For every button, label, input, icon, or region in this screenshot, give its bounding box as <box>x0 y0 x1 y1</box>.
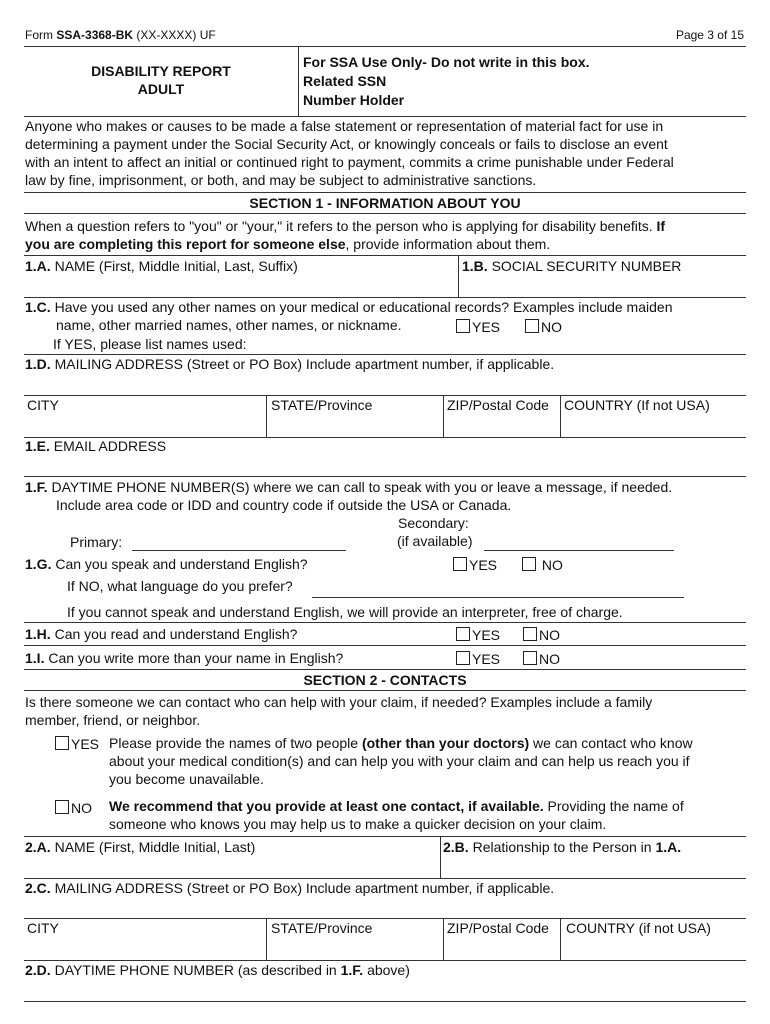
q-number: 1.A. <box>25 258 51 274</box>
info-text: we can contact who know <box>529 735 693 751</box>
divider <box>24 878 746 879</box>
q-text: Can you speak and understand English? <box>51 556 308 572</box>
q-number: 2.A. <box>25 839 51 855</box>
checkbox[interactable] <box>525 319 539 333</box>
divider <box>24 297 746 298</box>
option-label: NO <box>71 800 92 816</box>
q-text: DAYTIME PHONE NUMBER (as described in <box>50 962 341 978</box>
form-prefix: Form <box>25 28 53 42</box>
state-label: STATE/Province <box>271 397 373 413</box>
q2a-label <box>25 839 255 856</box>
q2b-label <box>443 839 681 856</box>
divider <box>24 918 746 919</box>
divider <box>440 836 441 878</box>
option-label: YES <box>472 627 501 643</box>
q-number: 2.B. <box>443 839 469 855</box>
divider <box>560 395 561 437</box>
contacts-yes-option[interactable] <box>55 736 99 753</box>
page-number: Page 3 of 15 <box>675 28 744 42</box>
divider <box>24 395 746 396</box>
checkbox[interactable] <box>55 736 69 750</box>
ssa-box-title: For SSA Use Only- Do not write in this box. <box>303 54 590 70</box>
intro-text: , provide information about them. <box>345 236 551 252</box>
section2-intro: Is there someone we can contact who can help with your claim, if needed? Examples include a family <box>25 694 653 710</box>
divider <box>24 622 746 623</box>
checkbox[interactable] <box>456 651 470 665</box>
q-text: EMAIL ADDRESS <box>49 438 167 454</box>
info-text: Providing the name of <box>543 798 684 814</box>
warning-text: with an intent to affect an initial or continued right to payment, commits a crime punishable under Federal <box>25 154 674 170</box>
primary-label: Primary: <box>70 534 123 550</box>
q1b-label <box>462 258 681 275</box>
q1e-label <box>25 438 166 455</box>
option-label: NO <box>539 627 560 643</box>
checkbox[interactable] <box>523 627 537 641</box>
divider <box>443 395 444 437</box>
divider <box>266 395 267 437</box>
q-number: 1.E. <box>25 438 50 454</box>
q1g-yes-option[interactable] <box>453 557 497 574</box>
divider <box>24 836 746 837</box>
divider <box>24 960 746 961</box>
q1g-ifno: If NO, what language do you prefer? <box>67 578 293 594</box>
divider <box>24 1001 746 1002</box>
q-number: 1.F. <box>25 479 48 495</box>
contacts-no-option[interactable] <box>55 800 92 817</box>
checkbox[interactable] <box>55 800 69 814</box>
info-text: (other than your doctors) <box>361 735 530 751</box>
checkbox[interactable] <box>456 627 470 641</box>
divider <box>24 476 746 477</box>
option-label: YES <box>472 319 501 335</box>
zip-label: ZIP/Postal Code <box>447 920 549 936</box>
q1c-yes-option[interactable] <box>456 319 500 336</box>
section1-intro <box>25 218 665 235</box>
q1c-label <box>25 299 672 316</box>
q1c-no-option[interactable] <box>525 319 562 336</box>
divider <box>24 645 746 646</box>
ssa-box-line: Number Holder <box>303 92 405 108</box>
divider <box>560 918 561 960</box>
city-label: CITY <box>27 397 59 413</box>
contacts-yes-text: about your medical condition(s) and can help you with your claim and can help us reach you if <box>109 753 690 769</box>
page-title: DISABILITY REPORT <box>91 63 231 79</box>
q-number: 1.B. <box>462 258 488 274</box>
q-text: Can you write more than your name in English? <box>44 650 344 666</box>
section2-heading: SECTION 2 - CONTACTS <box>303 672 467 688</box>
ssa-box-line: Related SSN <box>303 73 387 89</box>
q1i-yes-option[interactable] <box>456 651 500 668</box>
q1c-ifyes: If YES, please list names used: <box>53 336 247 352</box>
option-label: NO <box>541 557 563 573</box>
secondary-label: Secondary: <box>398 515 469 531</box>
q-text: MAILING ADDRESS (Street or PO Box) Include apartment number, if applicable. <box>50 356 555 372</box>
q-number: 1.G. <box>25 556 52 572</box>
section1-intro <box>25 236 550 253</box>
warning-text: law by fine, imprisonment, or both, and may be subject to administrative sanctions. <box>25 172 537 188</box>
intro-text: you are completing this report for someone else <box>25 236 346 252</box>
q1g-label <box>25 556 308 573</box>
q1h-yes-option[interactable] <box>456 627 500 644</box>
primary-phone-field[interactable] <box>132 550 346 551</box>
info-text: Please provide the names of two people <box>109 735 362 751</box>
contacts-yes-text <box>109 735 693 752</box>
q-number: 1.D. <box>25 356 51 372</box>
q1f-label-cont: Include area code or IDD and country code if outside the USA or Canada. <box>56 497 512 513</box>
q1f-label <box>25 479 672 496</box>
language-field[interactable] <box>312 597 684 598</box>
q-number: 1.I. <box>25 650 45 666</box>
divider <box>266 918 267 960</box>
q1i-no-option[interactable] <box>523 651 560 668</box>
form-suffix: (XX-XXXX) UF <box>136 28 216 42</box>
contacts-no-text: someone who knows you may help us to make a quicker decision on your claim. <box>109 816 607 832</box>
divider <box>24 255 746 256</box>
q-text: NAME (First, Middle Initial, Last) <box>50 839 256 855</box>
option-label: NO <box>539 651 560 667</box>
divider <box>458 255 459 297</box>
checkbox[interactable] <box>453 557 467 571</box>
divider <box>298 46 299 116</box>
form-number <box>25 27 216 44</box>
intro-text: When a question refers to "you" or "your," it refers to the person who is applying for disability benefits. <box>25 218 657 234</box>
q2d-label <box>25 962 410 979</box>
zip-label: ZIP/Postal Code <box>447 397 549 413</box>
q2c-label <box>25 880 554 897</box>
state-label: STATE/Province <box>271 920 373 936</box>
divider <box>24 354 746 355</box>
q-number: 2.D. <box>25 962 51 978</box>
q-number: 1.C. <box>25 299 51 315</box>
q1h-label <box>25 626 297 643</box>
q-text: NAME (First, Middle Initial, Last, Suffix) <box>50 258 298 274</box>
q1g-no-option[interactable] <box>522 557 563 574</box>
section2-intro: member, friend, or neighbor. <box>25 712 201 728</box>
q-text: DAYTIME PHONE NUMBER(S) where we can call to speak with you or leave a message, if needed. <box>47 479 673 495</box>
secondary-phone-field[interactable] <box>484 550 674 551</box>
section1-heading: SECTION 1 - INFORMATION ABOUT YOU <box>249 195 521 211</box>
q1h-no-option[interactable] <box>523 627 560 644</box>
warning-text: Anyone who makes or causes to be made a false statement or representation of material fact for use in <box>25 118 664 134</box>
q-ref: 1.F. <box>340 962 364 978</box>
if-available-label: (if available) <box>397 533 473 549</box>
checkbox[interactable] <box>456 319 470 333</box>
info-text: We recommend that you provide at least one contact, if available. <box>109 798 544 814</box>
q1d-label <box>25 356 554 373</box>
option-label: YES <box>469 557 498 573</box>
q-number: 2.C. <box>25 880 51 896</box>
q-text: SOCIAL SECURITY NUMBER <box>487 258 682 274</box>
divider <box>24 192 746 193</box>
contacts-yes-text: you become unavailable. <box>109 771 264 787</box>
divider <box>443 918 444 960</box>
q-text: MAILING ADDRESS (Street or PO Box) Include apartment number, if applicable. <box>50 880 555 896</box>
country-label: COUNTRY (If not USA) <box>564 397 710 413</box>
divider <box>24 690 746 691</box>
divider <box>24 116 746 117</box>
q1i-label <box>25 650 343 667</box>
q-text: above) <box>363 962 410 978</box>
divider <box>24 46 746 47</box>
intro-text: If <box>656 218 666 234</box>
q-ref: 1.A. <box>655 839 682 855</box>
q1c-label-cont: name, other married names, other names, or nickname. <box>56 317 402 333</box>
form-code: SSA-3368-BK <box>56 28 134 42</box>
country-label: COUNTRY (if not USA) <box>566 920 711 936</box>
q-text: Can you read and understand English? <box>50 626 298 642</box>
option-label: YES <box>71 736 100 752</box>
contacts-no-text <box>109 798 684 815</box>
checkbox[interactable] <box>522 557 536 571</box>
q1g-note: If you cannot speak and understand English, we will provide an interpreter, free of charge. <box>67 604 623 620</box>
q1a-label <box>25 258 298 275</box>
checkbox[interactable] <box>523 651 537 665</box>
q-text: Have you used any other names on your medical or educational records? Examples include maiden <box>50 299 673 315</box>
option-label: YES <box>472 651 501 667</box>
q-text: Relationship to the Person in <box>468 839 656 855</box>
option-label: NO <box>541 319 562 335</box>
divider <box>24 213 746 214</box>
divider <box>24 669 746 670</box>
city-label: CITY <box>27 920 59 936</box>
page-subtitle: ADULT <box>137 81 185 97</box>
q-number: 1.H. <box>25 626 51 642</box>
warning-text: determining a payment under the Social Security Act, or knowingly conceals or fails to disclose an event <box>25 136 668 152</box>
